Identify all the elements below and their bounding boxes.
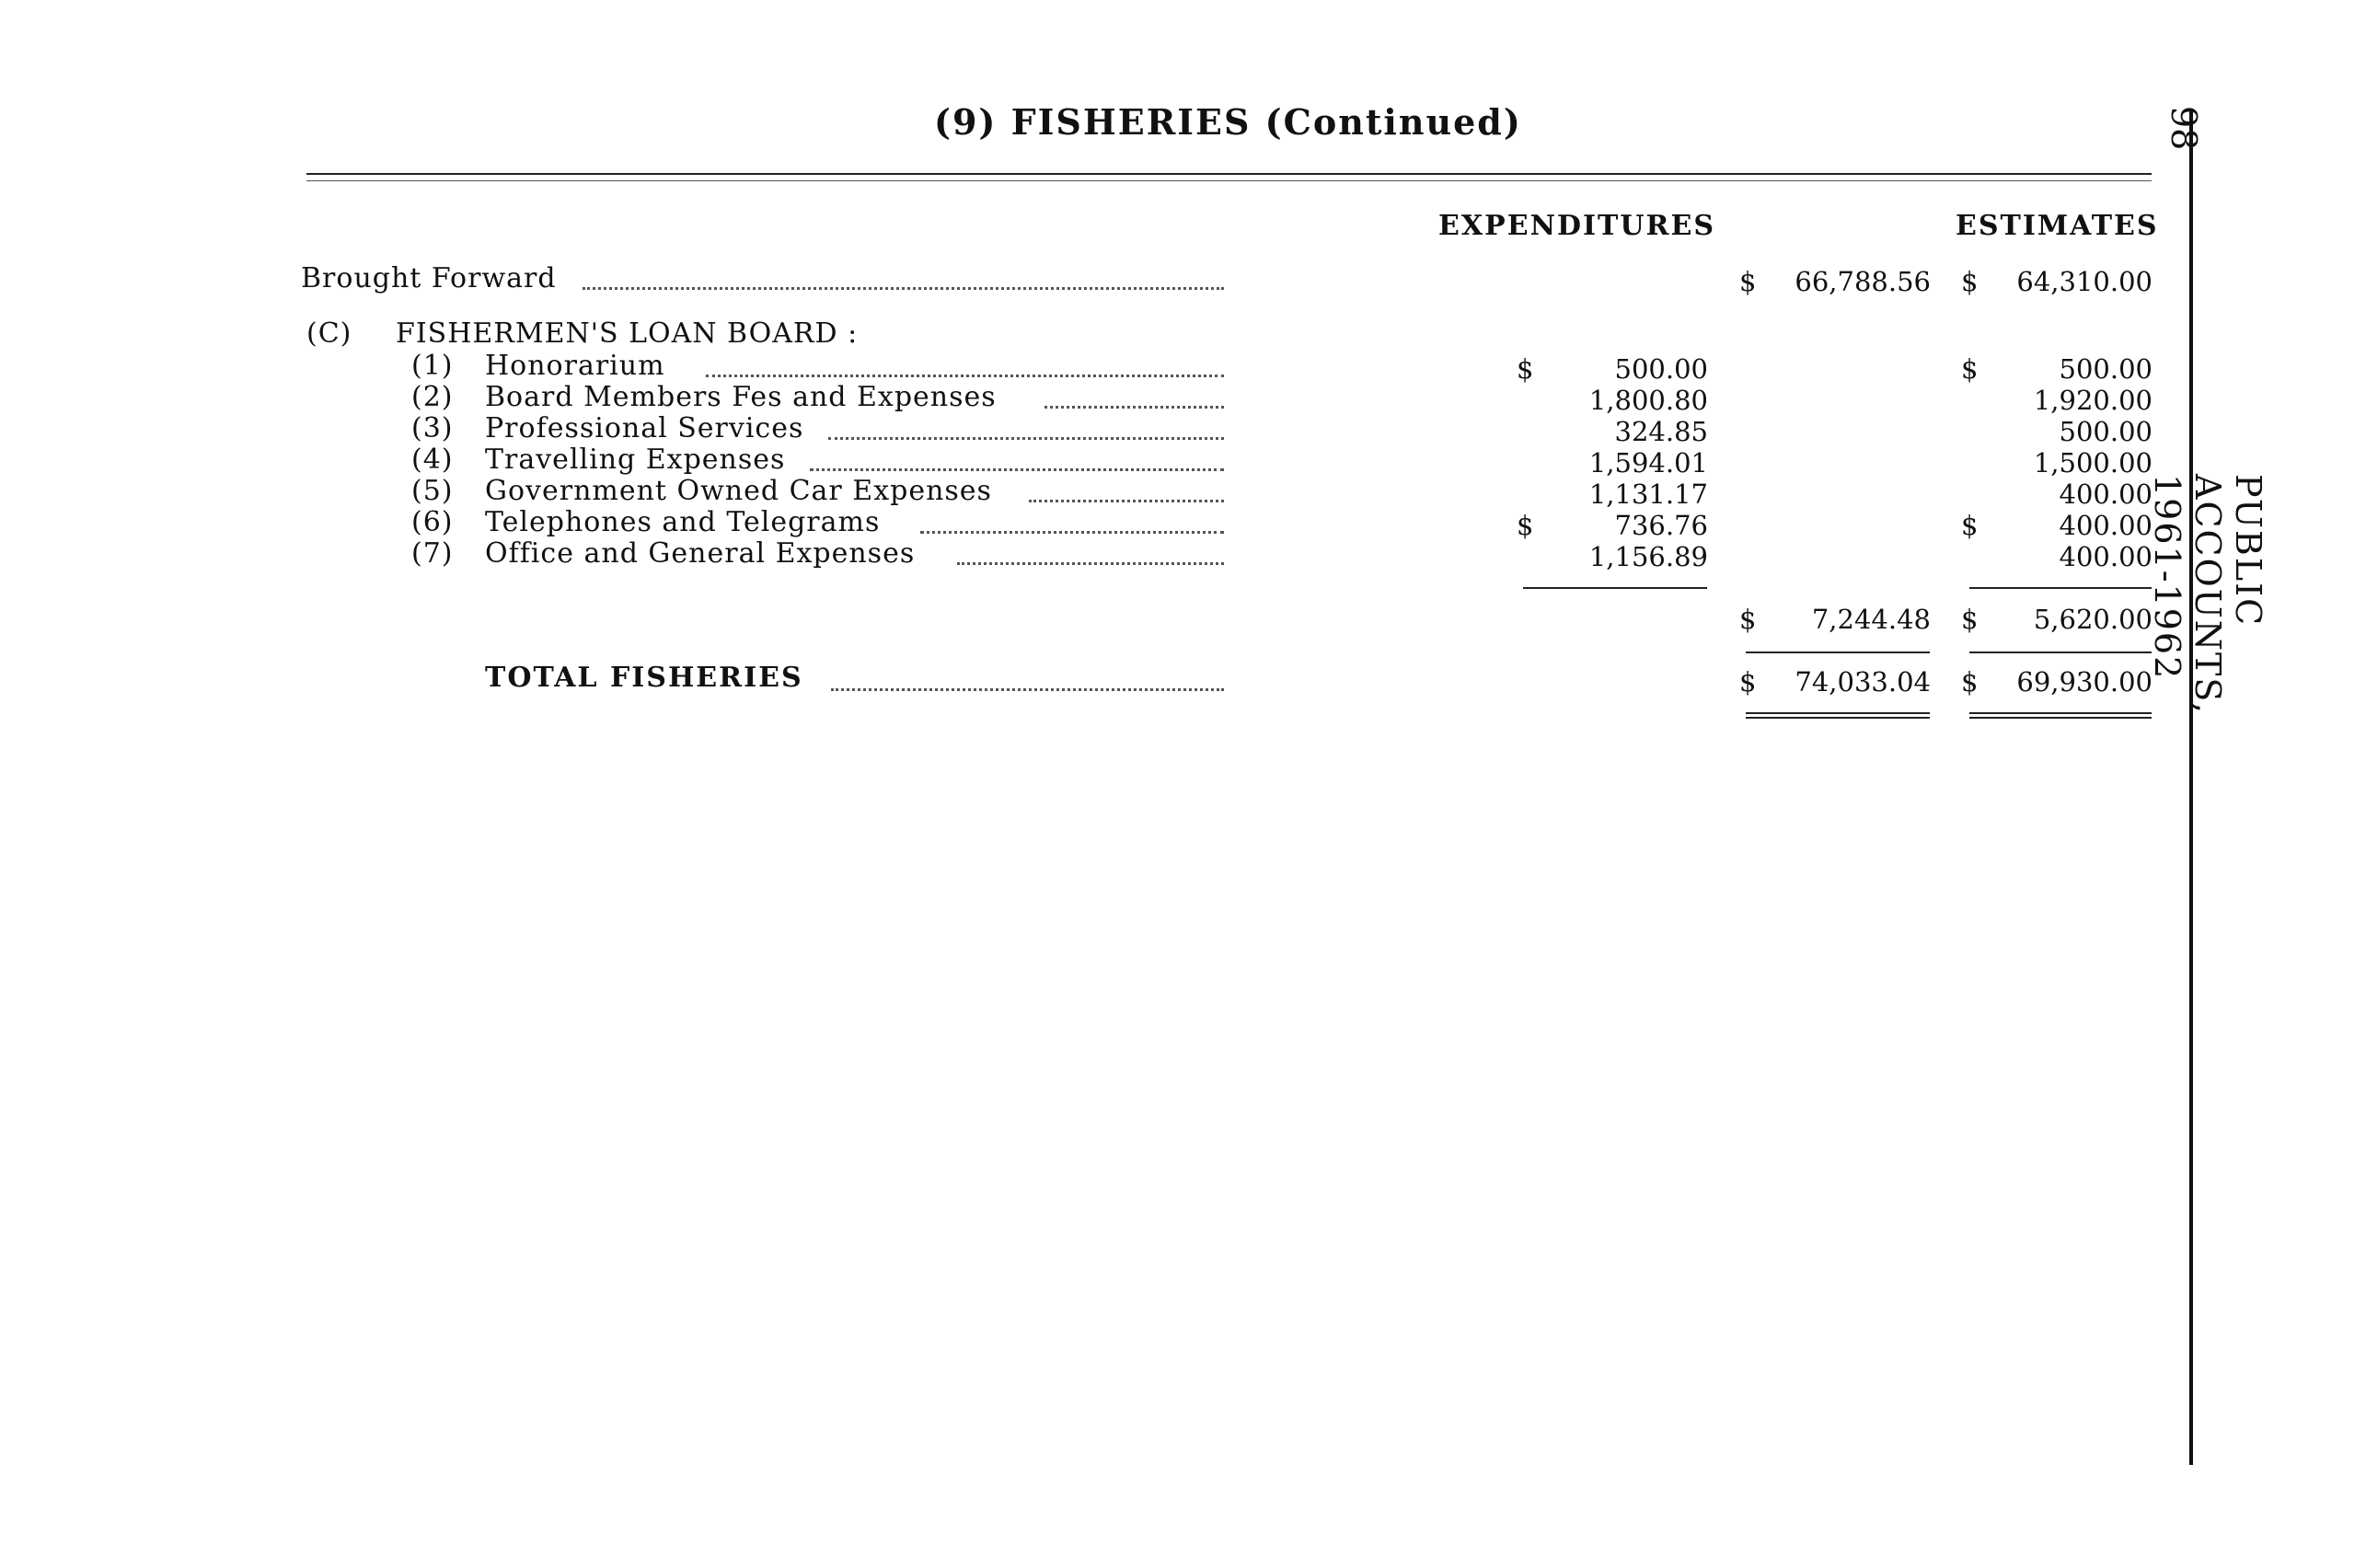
total-rule-estimates: [1969, 651, 2152, 653]
subtotal-expenditures: 7,244.48: [1811, 604, 1931, 635]
item-expenditure: 324.85: [1614, 416, 1708, 447]
subtotal-rule-expenditures: [1523, 587, 1707, 589]
item-estimate: 400.00: [2059, 541, 2152, 572]
column-header-expenditures: EXPENDITURES: [1438, 210, 1715, 242]
item-estimate: 500.00: [2059, 353, 2152, 385]
section-title: FISHERMEN'S LOAN BOARD :: [396, 317, 859, 350]
currency-symbol: $: [1961, 604, 1979, 635]
item-number: (4): [411, 444, 454, 476]
currency-symbol: $: [1517, 510, 1534, 541]
subtotal-rule-estimates: [1969, 587, 2152, 589]
item-estimate: 500.00: [2059, 416, 2152, 447]
item-expenditure: 1,800.80: [1588, 385, 1708, 416]
page-number: 98: [2164, 106, 2204, 151]
leader-dots: [1045, 406, 1224, 409]
item-estimate: 1,920.00: [2033, 385, 2152, 416]
total-double-rule-estimates: [1969, 712, 2152, 714]
currency-symbol: $: [1961, 353, 1979, 385]
leader-dots: [810, 468, 1224, 471]
item-number: (1): [411, 350, 454, 382]
item-number: (6): [411, 506, 454, 538]
currency-symbol: $: [1517, 353, 1534, 385]
item-number: (3): [411, 412, 454, 444]
item-expenditure: 736.76: [1614, 510, 1708, 541]
item-number: (2): [411, 381, 454, 413]
currency-symbol: $: [1739, 604, 1757, 635]
item-label: Professional Services: [485, 412, 804, 444]
total-double-rule-expenditures: [1746, 717, 1930, 719]
currency-symbol: $: [1961, 510, 1979, 541]
total-double-rule-estimates: [1969, 717, 2152, 719]
currency-symbol: $: [1739, 266, 1757, 297]
total-double-rule-expenditures: [1746, 712, 1930, 714]
leader-dots: [831, 688, 1224, 691]
item-number: (7): [411, 537, 454, 570]
page-title: (9) FISHERIES (Continued): [934, 101, 1522, 143]
item-label: Travelling Expenses: [485, 444, 786, 476]
item-label: Telephones and Telegrams: [485, 506, 881, 538]
leader-dots: [583, 287, 1224, 290]
leader-dots: [706, 375, 1224, 377]
currency-symbol: $: [1739, 666, 1757, 698]
leader-dots: [828, 437, 1224, 440]
item-expenditure: 500.00: [1614, 353, 1708, 385]
item-label: Government Owned Car Expenses: [485, 475, 992, 507]
brought-forward-estimates: 64,310.00: [2016, 266, 2152, 297]
column-header-estimates: ESTIMATES: [1956, 210, 2159, 242]
item-estimate: 1,500.00: [2033, 447, 2152, 478]
total-rule-expenditures: [1746, 651, 1930, 653]
item-expenditure: 1,594.01: [1588, 447, 1708, 478]
section-code: (C): [306, 317, 352, 350]
item-estimate: 400.00: [2059, 478, 2152, 510]
brought-forward-label: Brought Forward: [301, 262, 557, 294]
header-rule-top: [306, 173, 2152, 175]
item-label: Honorarium: [485, 350, 665, 382]
item-label: Office and General Expenses: [485, 537, 916, 570]
total-estimates: 69,930.00: [2016, 666, 2152, 698]
item-estimate: 400.00: [2059, 510, 2152, 541]
brought-forward-expenditures: 66,788.56: [1795, 266, 1931, 297]
currency-symbol: $: [1961, 666, 1979, 698]
item-number: (5): [411, 475, 454, 507]
leader-dots: [957, 562, 1224, 565]
currency-symbol: $: [1961, 266, 1979, 297]
item-label: Board Members Fes and Expenses: [485, 381, 997, 413]
leader-dots: [920, 531, 1224, 534]
leader-dots: [1029, 500, 1224, 502]
total-expenditures: 74,033.04: [1795, 666, 1931, 698]
margin-rule: [2189, 109, 2193, 1465]
running-title: PUBLIC ACCOUNTS, 1961-1962: [2147, 474, 2268, 716]
subtotal-estimates: 5,620.00: [2033, 604, 2152, 635]
header-rule-bottom: [306, 180, 2152, 181]
item-expenditure: 1,156.89: [1588, 541, 1708, 572]
total-label: TOTAL FISHERIES: [485, 662, 803, 694]
item-expenditure: 1,131.17: [1588, 478, 1708, 510]
